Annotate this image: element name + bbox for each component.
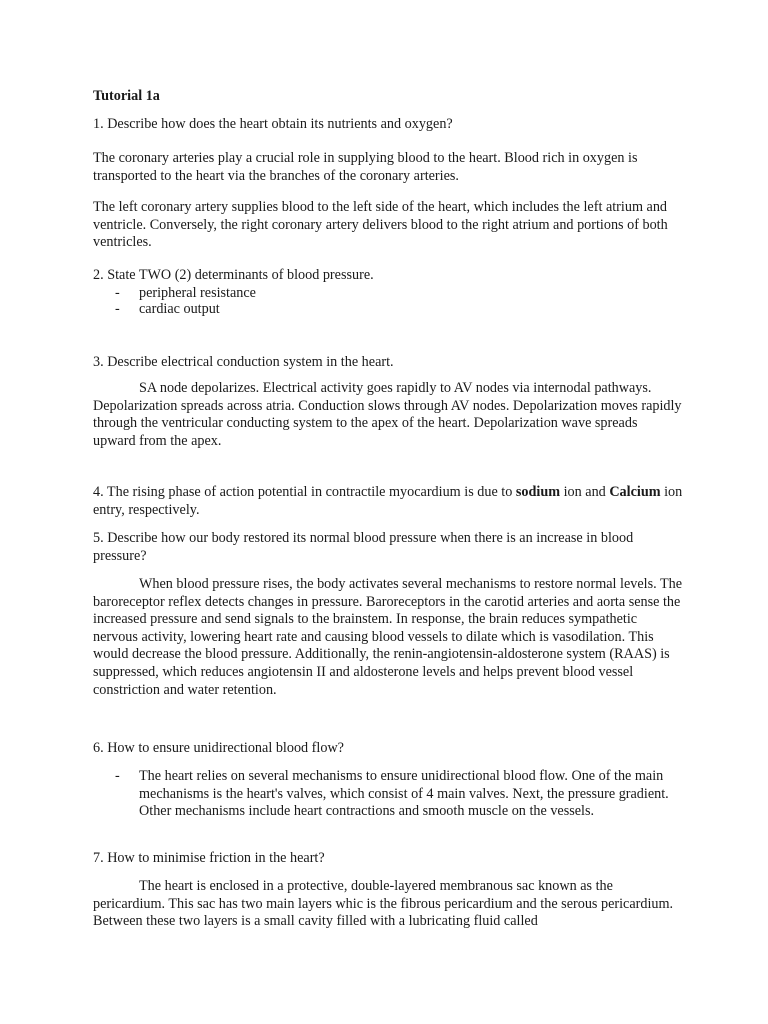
bullet-dash: -: [115, 301, 120, 317]
bullet-item: [115, 285, 675, 303]
question-4-text-middle: ion and: [560, 484, 610, 500]
bullet-text: cardiac output: [139, 301, 220, 317]
question-6: 6. How to ensure unidirectional blood flow?: [93, 740, 344, 756]
question-7: 7. How to minimise friction in the heart?: [93, 850, 325, 866]
question-2: 2. State TWO (2) determinants of blood pressure.: [93, 267, 374, 283]
document-title: Tutorial 1a: [93, 88, 160, 104]
bullet-item: [115, 301, 675, 319]
bullet-dash: -: [115, 285, 120, 301]
answer-1-paragraph-1: The coronary arteries play a crucial role in supplying blood to the heart. Blood rich in oxygen is transported to the heart via the branches of the coronary arteries.: [93, 150, 638, 184]
question-5: 5. Describe how our body restored its normal blood pressure when there is an increase in blood pressure?: [93, 530, 634, 564]
answer-6: The heart relies on several mechanisms to ensure unidirectional blood flow. One of the main mechanisms is the heart's valves, which consist of 4 main valves. Next, the pressure gradient. Other mechanisms include heart contractions and smooth muscle on the vessels.: [139, 768, 669, 820]
question-1: 1. Describe how does the heart obtain its nutrients and oxygen?: [93, 116, 453, 132]
bullet-dash: -: [115, 768, 120, 784]
question-4-text-before: 4. The rising phase of action potential in contractile myocardium is due to: [93, 484, 516, 500]
question-4-text-after: ion entry, respectively.: [93, 484, 683, 518]
bullet-item: [115, 768, 675, 821]
question-4-bold-sodium: sodium: [515, 484, 561, 500]
bullet-text: peripheral resistance: [139, 285, 256, 301]
answer-1-paragraph-2: The left coronary artery supplies blood to the left side of the heart, which includes the left atrium and ventricle. Conversely, the right coronary artery delivers blood to the right atrium and portions of both ventricles.: [93, 199, 668, 251]
answer-3: SA node depolarizes. Electrical activity goes rapidly to AV nodes via internodal pathways. Depolarization spreads across atria. Conduction slows through AV nodes. Depolarization moves rapidly through the ventricular conducting system to the apex of the heart. Depolarization wave spreads upward from the apex.: [93, 380, 682, 449]
answer-7: The heart is enclosed in a protective, double-layered membranous sac known as the pericardium. This sac has two main layers whic is the fibrous pericardium and the serous pericardium. Between these two layers is a small cavity filled with a lubricating fluid called: [93, 878, 674, 930]
question-3: 3. Describe electrical conduction system in the heart.: [93, 354, 394, 370]
question-4-bold-calcium: Calcium: [609, 484, 661, 500]
answer-5: When blood pressure rises, the body activates several mechanisms to restore normal levels. The baroreceptor reflex detects changes in pressure. Baroreceptors in the carotid arteries and aorta sense the increased pressure and send signals to the brainstem. In response, the brain reduces sympathetic nervous activity, lowering heart rate and causing blood vessels to dilate which is vasodilation. This would decrease the blood pressure. Additionally, the renin-angiotensin-aldosterone system (RAAS) is suppressed, which reduces angiotensin II and aldosterone levels and helps prevent blood vessel constriction and water retention.: [93, 576, 683, 698]
question-4: [93, 484, 683, 519]
